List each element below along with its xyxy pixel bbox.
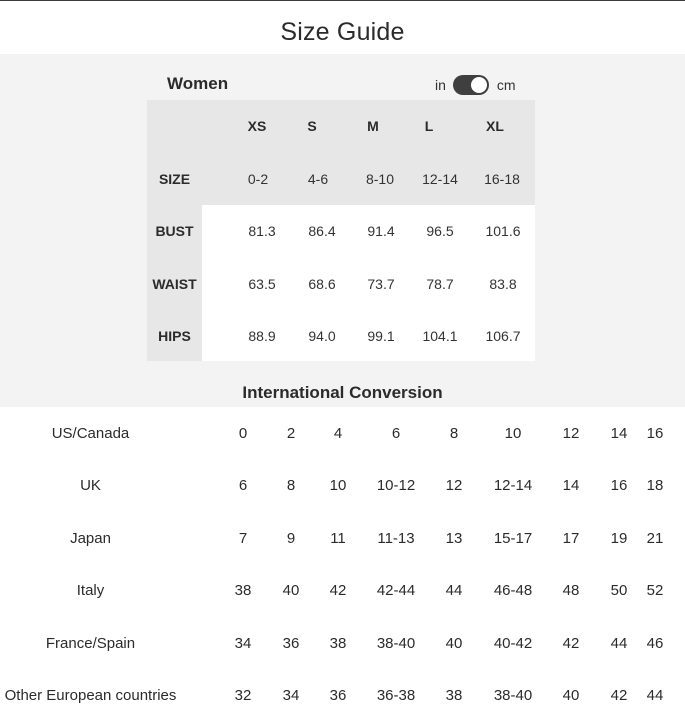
conversion-cell: 18 — [646, 477, 664, 494]
unit-label-in[interactable]: in — [435, 77, 446, 93]
conversion-cell: 32 — [234, 687, 252, 704]
unit-toggle[interactable] — [435, 74, 516, 96]
conversion-cell: 46-48 — [493, 582, 533, 599]
conversion-cell: 7 — [238, 530, 248, 547]
table-cell: 94.0 — [308, 328, 336, 344]
col-header-xl: XL — [486, 118, 504, 134]
row-header-size: SIZE — [158, 171, 191, 187]
conversion-row-label: UK — [80, 477, 101, 494]
table-cell: 73.7 — [367, 276, 395, 292]
conversion-cell: 13 — [445, 530, 463, 547]
table-cell: 91.4 — [367, 223, 395, 239]
col-header-s: S — [307, 118, 317, 134]
conversion-heading: International Conversion — [242, 383, 443, 402]
conversion-cell: 36-38 — [376, 687, 416, 704]
conversion-cell: 34 — [234, 635, 252, 652]
conversion-cell: 11 — [330, 530, 346, 547]
conversion-cell: 46 — [646, 635, 664, 652]
conversion-cell: 50 — [610, 582, 628, 599]
conversion-cell: 10 — [504, 425, 522, 442]
conversion-cell: 38-40 — [493, 687, 533, 704]
conversion-cell: 42 — [329, 582, 347, 599]
conversion-cell: 6 — [391, 425, 401, 442]
conversion-row-label: Japan — [70, 530, 111, 547]
conversion-cell: 40 — [562, 687, 580, 704]
table-cell: 78.7 — [426, 276, 454, 292]
conversion-cell: 4 — [333, 425, 343, 442]
unit-switch[interactable] — [453, 75, 489, 95]
conversion-cell: 12 — [562, 425, 580, 442]
conversion-cell: 36 — [282, 635, 300, 652]
conversion-cell: 10 — [329, 477, 347, 494]
conversion-cell: 40 — [282, 582, 300, 599]
conversion-cell: 17 — [562, 530, 580, 547]
table-cell: 8-10 — [365, 171, 395, 187]
table-cell: 81.3 — [248, 223, 276, 239]
table-cell: 106.7 — [485, 328, 521, 344]
conversion-cell: 40 — [445, 635, 463, 652]
row-header-hips: HIPS — [158, 328, 191, 344]
conversion-cell: 14 — [562, 477, 580, 494]
conversion-cell: 44 — [646, 687, 664, 704]
top-divider — [0, 0, 685, 1]
table-cell: 88.9 — [248, 328, 276, 344]
conversion-cell: 42 — [562, 635, 580, 652]
unit-label-cm[interactable]: cm — [496, 77, 516, 93]
table-cell: 0-2 — [247, 171, 269, 187]
table-cell: 83.8 — [489, 276, 517, 292]
conversion-cell: 48 — [562, 582, 580, 599]
col-header-xs: XS — [247, 118, 267, 134]
conversion-cell: 9 — [286, 530, 296, 547]
conversion-cell: 21 — [646, 530, 664, 547]
conversion-cell: 12 — [445, 477, 463, 494]
table-cell: 16-18 — [484, 171, 520, 187]
page-title: Size Guide — [280, 18, 405, 46]
conversion-cell: 12-14 — [493, 477, 533, 494]
conversion-cell: 44 — [610, 635, 628, 652]
conversion-cell: 40-42 — [493, 635, 533, 652]
table-cell: 4-6 — [307, 171, 329, 187]
conversion-row-label: France/Spain — [45, 635, 136, 652]
conversion-cell: 11-13 — [377, 530, 415, 547]
conversion-cell: 16 — [646, 425, 664, 442]
table-cell: 63.5 — [248, 276, 276, 292]
conversion-row-label: Other European countries — [4, 687, 177, 704]
conversion-cell: 14 — [610, 425, 628, 442]
conversion-cell: 2 — [286, 425, 296, 442]
conversion-cell: 38 — [329, 635, 347, 652]
women-size-table — [147, 100, 535, 361]
conversion-cell: 15-17 — [493, 530, 533, 547]
table-cell: 101.6 — [485, 223, 521, 239]
conversion-cell: 8 — [286, 477, 296, 494]
conversion-cell: 36 — [329, 687, 347, 704]
conversion-cell: 0 — [238, 425, 248, 442]
conversion-cell: 52 — [646, 582, 664, 599]
table-cell: 68.6 — [308, 276, 336, 292]
conversion-cell: 10-12 — [376, 477, 416, 494]
table-cell: 86.4 — [308, 223, 336, 239]
table-cell: 99.1 — [367, 328, 395, 344]
table-cell: 12-14 — [422, 171, 458, 187]
conversion-cell: 42 — [610, 687, 628, 704]
col-header-m: M — [367, 118, 379, 134]
conversion-cell: 38 — [445, 687, 463, 704]
conversion-cell: 42-44 — [376, 582, 416, 599]
conversion-cell: 16 — [610, 477, 628, 494]
row-header-bust: BUST — [155, 223, 194, 239]
conversion-cell: 19 — [610, 530, 628, 547]
conversion-cell: 8 — [449, 425, 459, 442]
table-cell: 104.1 — [422, 328, 458, 344]
conversion-cell: 38-40 — [376, 635, 416, 652]
conversion-row-label: US/Canada — [51, 425, 130, 442]
table-header-bg — [147, 100, 535, 205]
conversion-cell: 6 — [238, 477, 248, 494]
switch-knob — [471, 77, 487, 93]
conversion-cell: 44 — [445, 582, 463, 599]
col-header-l: L — [424, 118, 434, 134]
conversion-cell: 38 — [234, 582, 252, 599]
conversion-cell: 34 — [282, 687, 300, 704]
women-heading: Women — [167, 74, 229, 93]
table-cell: 96.5 — [426, 223, 454, 239]
conversion-row-label: Italy — [76, 582, 105, 599]
row-header-waist: WAIST — [152, 276, 197, 292]
